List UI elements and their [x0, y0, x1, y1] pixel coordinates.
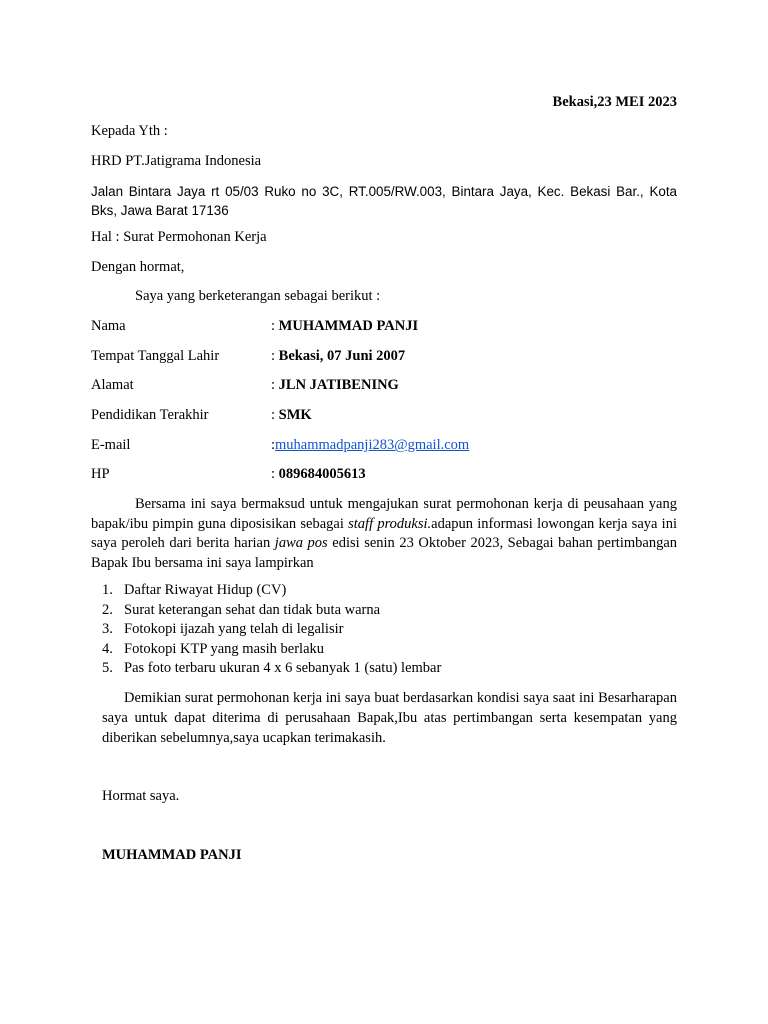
field-value-email: :muhammadpanji283@gmail.com — [271, 437, 470, 453]
recipient-to: Kepada Yth : — [91, 123, 168, 139]
field-label-alamat: Alamat — [91, 377, 134, 393]
field-value-nama: : MUHAMMAD PANJI — [271, 318, 419, 334]
field-label-email: E-mail — [91, 437, 131, 453]
list-item: 1. Daftar Riwayat Hidup (CV) — [102, 582, 287, 598]
field-label-ttl: Tempat Tanggal Lahir — [91, 348, 220, 364]
body-paragraph: Bersama ini saya bermaksud untuk mengajukan surat permohonan kerja di peusahaan yang bapak/ibu pimpin guna diposisikan sebagai staff produksi.adapun informasi lowongan kerja saya ini saya peroleh dari berita harian jawa pos edisi senin 23 Oktober 2023, Sebagai bahan pertimbangan Bapak Ibu bersama ini saya lampirkan — [91, 496, 677, 571]
signature-name: MUHAMMAD PANJI — [102, 847, 242, 863]
list-item: 3. Fotokopi ijazah yang telah di legalisir — [102, 621, 344, 637]
field-value-alamat: : JLN JATIBENING — [271, 377, 399, 393]
list-item: 4. Fotokopi KTP yang masih berlaku — [102, 640, 325, 657]
field-value-pendidikan: : SMK — [271, 407, 312, 423]
email-link[interactable]: muhammadpanji283@gmail.com — [275, 437, 470, 453]
field-label-nama: Nama — [91, 318, 126, 334]
field-value-hp: : 089684005613 — [271, 466, 366, 482]
list-item: 2. Surat keterangan sehat dan tidak buta warna — [102, 601, 381, 618]
list-item: 5. Pas foto terbaru ukuran 4 x 6 sebanyak 1 (satu) lembar — [102, 660, 442, 676]
field-value-ttl: : Bekasi, 07 Juni 2007 — [271, 348, 406, 364]
recipient-name: HRD PT.Jatigrama Indonesia — [91, 153, 262, 169]
field-label-pendidikan: Pendidikan Terakhir — [91, 407, 209, 423]
letter-date: Bekasi,23 MEI 2023 — [552, 94, 677, 110]
closing-paragraph: Demikian surat permohonan kerja ini saya buat berdasarkan kondisi saya saat ini Besarharapan saya untuk dapat diterima di perusahaan Bapak,Ibu atas pertimbangan serta kesempatan yang diberikan sebelumnya,saya ucapkan terimakasih. — [102, 690, 677, 746]
intro-text: Saya yang berketerangan sebagai berikut : — [135, 288, 381, 304]
signoff: Hormat saya. — [102, 788, 180, 804]
field-label-hp: HP — [91, 466, 110, 482]
attachment-list — [102, 581, 441, 679]
recipient-address: Jalan Bintara Jaya rt 05/03 Ruko no 3C, RT.005/RW.003, Bintara Jaya, Kec. Bekasi Bar., Kota Bks, Jawa Barat 17136 — [91, 184, 677, 218]
subject-line: Hal : Surat Permohonan Kerja — [91, 229, 267, 245]
greeting: Dengan hormat, — [91, 259, 185, 275]
